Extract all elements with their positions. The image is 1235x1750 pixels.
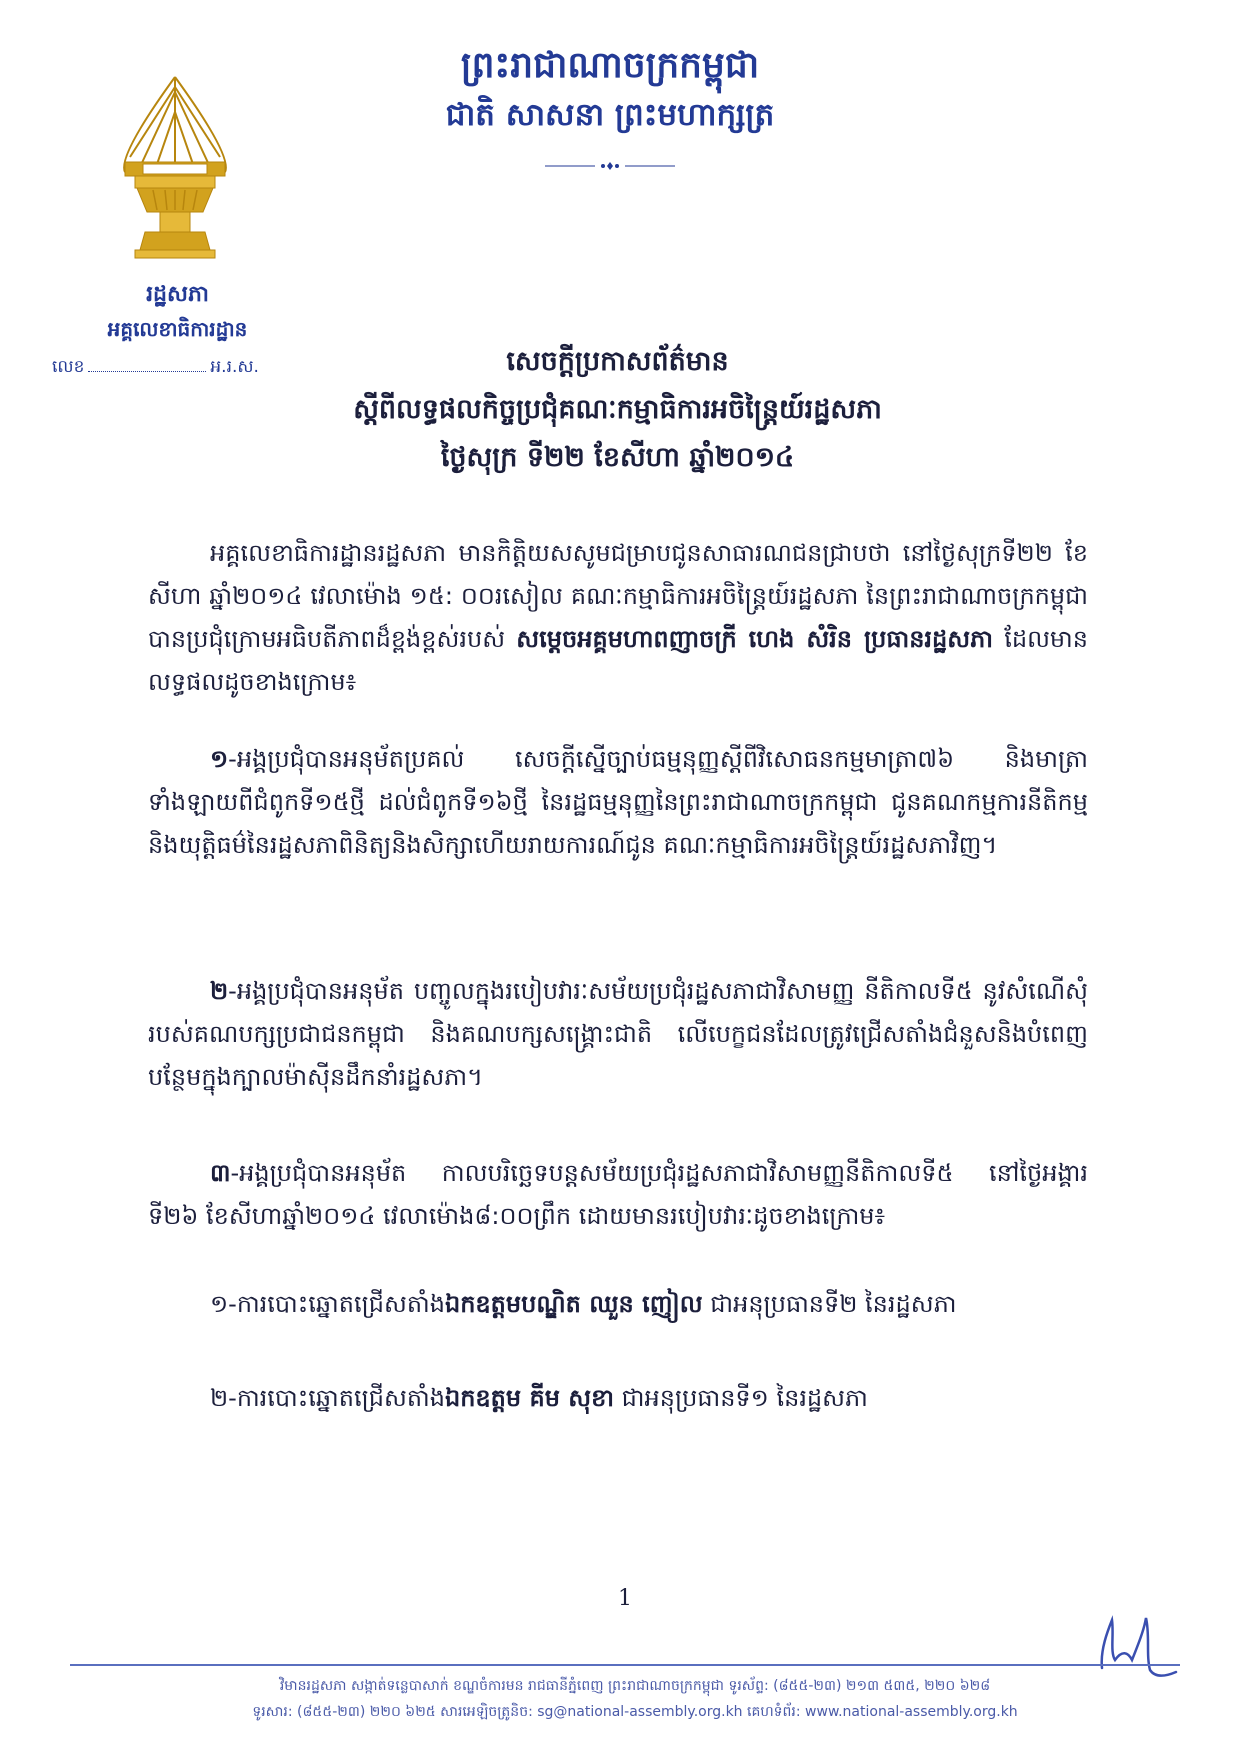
item-1-number: ១ [210, 745, 229, 773]
sub-item-2-pre: ២-ការបោះឆ្នោតជ្រើសតាំង [210, 1384, 445, 1412]
item-1-paragraph [148, 738, 1088, 867]
signature-icon [1080, 1590, 1200, 1690]
title-line-2: ស្តីពីលទ្ធផលកិច្ចប្រជុំគណៈកម្មាធិការអចិន្ត្រៃយ៍រដ្ឋសភា [353, 394, 882, 425]
intro-text: អគ្គលេខាធិការដ្ឋានរដ្ឋសភា មានកិត្តិយសសូមជម្រាបជូនសាធារណជនជ្រាបថា នៅថ្ងៃសុក្រទី២២ ខែសីហា ឆ្នាំ២០១៤ វេលាម៉ោង ១៥: ០០រសៀល គណៈកម្មាធិការអចិន្ត្រៃយ៍រដ្ឋសភា នៃព្រះរាជាណាចក្រកម្ពុជា បានប្រជុំក្រោមអធិបតីភាពដ៏ខ្ពង់ខ្ពស់របស់ [148, 539, 1088, 653]
item-2-text: -អង្គប្រជុំបានអនុម័ត បញ្ចូលក្នុងរបៀបវារៈសម័យប្រជុំរដ្ឋសភាជាវិសាមញ្ញ នីតិកាលទី៥ នូវសំណើសុំរបស់គណបក្សប្រជាជនកម្ពុជា និងគណបក្សសង្គ្រោះជាតិ លើបេក្ខជនដែលត្រូវជ្រើសតាំងជំនួសនិងបំពេញបន្ថែមក្នុងក្បាលម៉ាស៊ីនដឹកនាំរដ្ឋសភា។ [148, 977, 1088, 1091]
footer-divider [70, 1664, 1180, 1666]
title-line-1: សេចក្តីប្រកាសព័ត៌មាន [506, 346, 729, 377]
sub-item-2-name: ឯកឧត្តម គីម សុខា [444, 1384, 615, 1412]
title-line-3: ថ្ងៃសុក្រ ទី២២ ខែសីហា ឆ្នាំ២០១៤ [440, 442, 795, 473]
intro-end: ដែលមានលទ្ធផលដូចខាងក្រោម៖ [148, 625, 1089, 696]
item-3-number: ៣ [210, 1159, 231, 1187]
item-2-paragraph [148, 970, 1088, 1099]
sub-item-1-name: ឯកឧត្តមបណ្ឌិត ឈួន ញៀល [444, 1290, 703, 1318]
intro-paragraph [148, 532, 1088, 704]
sub-item-1-pre: ១-ការបោះឆ្នោតជ្រើសតាំង [210, 1290, 445, 1318]
intro-bold-name: សម្តេចអគ្គមហាពញាចក្រី ហេង សំរិន ប្រធានរដ្ឋសភា [516, 625, 993, 653]
national-assembly-emblem-icon [115, 72, 235, 272]
reference-label: លេខ [52, 357, 85, 377]
item-3-paragraph [148, 1152, 1088, 1238]
sub-item-1 [210, 1283, 1090, 1326]
item-2-number: ២ [210, 977, 229, 1005]
sub-item-2 [210, 1377, 1090, 1420]
footer-address: វិមានរដ្ឋសភា សង្កាត់ទន្លេបាសាក់ ខណ្ឌចំការមន រាជធានីភ្នំពេញ ព្រះរាជាណាចក្រកម្ពុជា ទូរស័ព្ទ: (៨៥៥-២៣) ២១៣ ៥៣៥, ២២០ ៦២៨ [279, 1678, 991, 1694]
organization-department: អគ្គលេខាធិការដ្ឋាន [107, 317, 248, 341]
national-motto: ជាតិ សាសនា ព្រះមហាក្សត្រ [445, 97, 775, 133]
item-1-text: -អង្គប្រជុំបានអនុម័តប្រគល់ សេចក្តីស្នើច្បាប់ធម្មនុញ្ញស្តីពីវិសោធនកម្មមាត្រា៧៦ និងមាត្រាទាំងឡាយពីជំពូកទី១៥ថ្មី ដល់ជំពូកទី១៦ថ្មី នៃរដ្ឋធម្មនុញ្ញនៃព្រះរាជាណាចក្រកម្ពុជា ជូនគណកម្មការនីតិកម្មនិងយុត្តិធម៌នៃរដ្ឋសភាពិនិត្យនិងសិក្សាហើយរាយការណ៍ជូន គណៈកម្មាធិការអចិន្ត្រៃយ៍រដ្ឋសភាវិញ។ [148, 745, 1088, 859]
organization-name: រដ្ឋសភា [146, 281, 209, 307]
footer-contact: ទូរសារ: (៨៥៥-២៣) ២២០ ៦២៥ សារអេឡិចត្រូនិច: sg@national-assembly.org.kh គេហទំព័រ: www.national-assembly.org.kh [252, 1704, 1018, 1720]
item-3-text: -អង្គប្រជុំបានអនុម័ត កាលបរិច្ឆេទបន្តសម័យប្រជុំរដ្ឋសភាជាវិសាមញ្ញនីតិកាលទី៥ នៅថ្ងៃអង្គារ ទី២៦ ខែសីហាឆ្នាំ២០១៤ វេលាម៉ោង៨:០០ព្រឹក ដោយមានរបៀបវារៈដូចខាងក្រោម៖ [148, 1159, 1088, 1230]
ornamental-divider [545, 160, 675, 172]
sub-item-2-post: ជាអនុប្រធានទី១ នៃរដ្ឋសភា [614, 1384, 868, 1412]
reference-suffix: អ.រ.ស. [210, 357, 259, 377]
kingdom-header: ព្រះរាជាណាចក្រកម្ពុជា [460, 44, 760, 86]
sub-item-1-post: ជាអនុប្រធានទី២ នៃរដ្ឋសភា [702, 1290, 957, 1318]
page-number: 1 [618, 1586, 632, 1611]
